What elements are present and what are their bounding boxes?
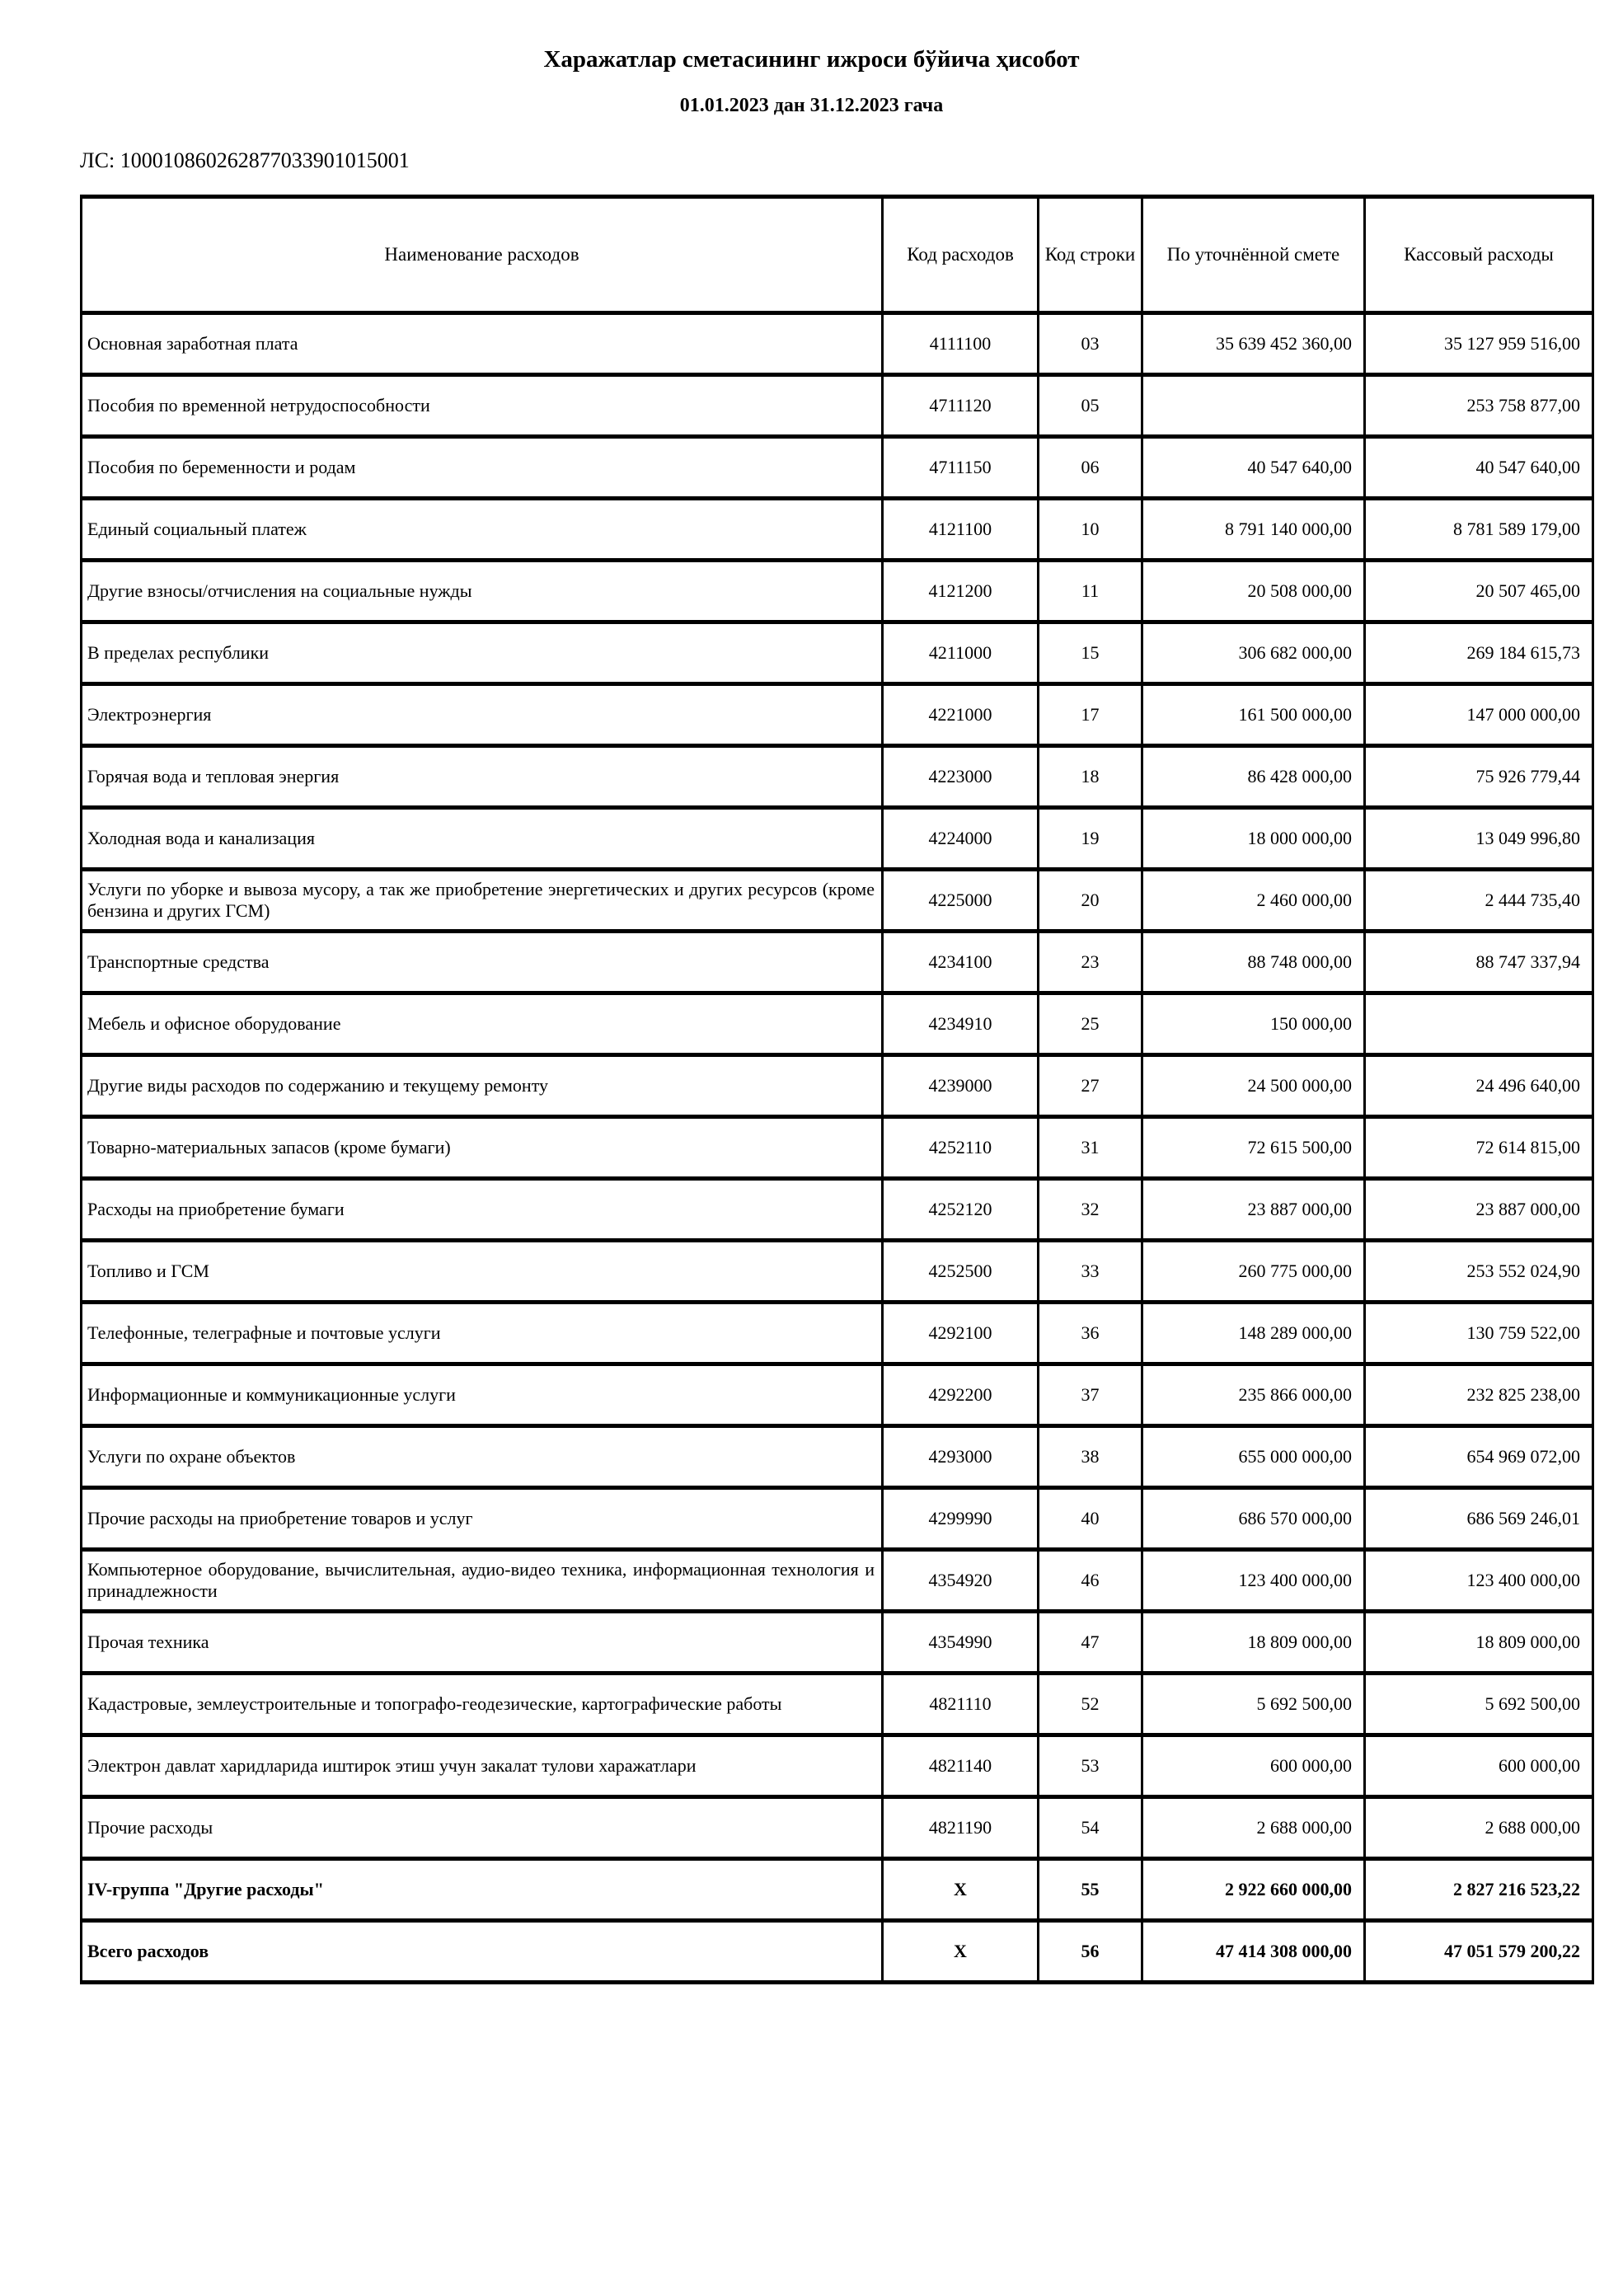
cash-amount-cell: 2 688 000,00 — [1365, 1797, 1593, 1859]
expense-name-cell: Холодная вода и канализация — [82, 808, 883, 870]
smeta-amount-cell: 40 547 640,00 — [1142, 437, 1365, 499]
report-period: 01.01.2023 дан 31.12.2023 гача — [679, 95, 944, 116]
column-header-expense-name: Наименование расходов — [82, 197, 883, 313]
line-code-cell: 47 — [1039, 1612, 1142, 1674]
expense-code-cell: 4354920 — [883, 1550, 1039, 1612]
smeta-amount-cell: 72 615 500,00 — [1142, 1117, 1365, 1179]
smeta-amount-cell: 306 682 000,00 — [1142, 622, 1365, 684]
expense-code-cell: 4239000 — [883, 1055, 1039, 1117]
smeta-amount-cell: 148 289 000,00 — [1142, 1303, 1365, 1364]
expense-name-cell: Прочая техника — [82, 1612, 883, 1674]
table-header-row — [82, 197, 1593, 313]
smeta-amount-cell: 686 570 000,00 — [1142, 1488, 1365, 1550]
expense-name-cell: Всего расходов — [82, 1921, 883, 1983]
table-row — [82, 1488, 1593, 1550]
line-code-cell: 27 — [1039, 1055, 1142, 1117]
expense-name-cell: В пределах республики — [82, 622, 883, 684]
expense-name-cell: Электроэнергия — [82, 684, 883, 746]
smeta-amount-cell: 161 500 000,00 — [1142, 684, 1365, 746]
expense-code-cell: X — [883, 1859, 1039, 1921]
table-row — [82, 932, 1593, 993]
expenses-table — [80, 195, 1594, 1984]
cash-amount-cell: 2 444 735,40 — [1365, 870, 1593, 932]
smeta-amount-cell: 5 692 500,00 — [1142, 1674, 1365, 1735]
line-code-cell: 38 — [1039, 1426, 1142, 1488]
expense-code-cell: 4292100 — [883, 1303, 1039, 1364]
table-row — [82, 1735, 1593, 1797]
cash-amount-cell: 2 827 216 523,22 — [1365, 1859, 1593, 1921]
expense-code-cell: 4293000 — [883, 1426, 1039, 1488]
expense-name-cell: Топливо и ГСМ — [82, 1241, 883, 1303]
line-code-cell: 10 — [1039, 499, 1142, 561]
line-code-cell: 18 — [1039, 746, 1142, 808]
table-row — [82, 1117, 1593, 1179]
expense-name-cell: Прочие расходы — [82, 1797, 883, 1859]
line-code-cell: 11 — [1039, 561, 1142, 622]
column-header-line-code: Код строки — [1039, 197, 1142, 313]
smeta-amount-cell: 8 791 140 000,00 — [1142, 499, 1365, 561]
cash-amount-cell: 13 049 996,80 — [1365, 808, 1593, 870]
smeta-amount-cell: 47 414 308 000,00 — [1142, 1921, 1365, 1983]
expense-name-cell: Транспортные средства — [82, 932, 883, 993]
expense-code-cell: 4354990 — [883, 1612, 1039, 1674]
table-row — [82, 1303, 1593, 1364]
column-header-smeta: По уточнённой смете — [1142, 197, 1365, 313]
expense-code-cell: 4224000 — [883, 808, 1039, 870]
expense-code-cell: 4292200 — [883, 1364, 1039, 1426]
expense-code-cell: 4223000 — [883, 746, 1039, 808]
cash-amount-cell: 18 809 000,00 — [1365, 1612, 1593, 1674]
smeta-amount-cell: 2 688 000,00 — [1142, 1797, 1365, 1859]
line-code-cell: 19 — [1039, 808, 1142, 870]
expense-code-cell: 4821190 — [883, 1797, 1039, 1859]
smeta-amount-cell — [1142, 375, 1365, 437]
table-row — [82, 499, 1593, 561]
expense-code-cell: 4111100 — [883, 313, 1039, 375]
expense-code-cell: 4234910 — [883, 993, 1039, 1055]
expense-name-cell: Электрон давлат харидларида иштирок этиш учун закалат тулови харажатлари — [82, 1735, 883, 1797]
cash-amount-cell: 130 759 522,00 — [1365, 1303, 1593, 1364]
cash-amount-cell: 232 825 238,00 — [1365, 1364, 1593, 1426]
smeta-amount-cell: 86 428 000,00 — [1142, 746, 1365, 808]
cash-amount-cell: 40 547 640,00 — [1365, 437, 1593, 499]
expense-code-cell: 4821110 — [883, 1674, 1039, 1735]
cash-amount-cell: 88 747 337,94 — [1365, 932, 1593, 993]
table-row — [82, 1921, 1593, 1983]
table-row — [82, 622, 1593, 684]
smeta-amount-cell: 2 922 660 000,00 — [1142, 1859, 1365, 1921]
smeta-amount-cell: 655 000 000,00 — [1142, 1426, 1365, 1488]
expense-code-cell: 4299990 — [883, 1488, 1039, 1550]
table-row — [82, 1674, 1593, 1735]
cash-amount-cell: 269 184 615,73 — [1365, 622, 1593, 684]
expense-name-cell: Услуги по охране объектов — [82, 1426, 883, 1488]
line-code-cell: 53 — [1039, 1735, 1142, 1797]
line-code-cell: 05 — [1039, 375, 1142, 437]
expense-code-cell: 4234100 — [883, 932, 1039, 993]
expense-name-cell: Основная заработная плата — [82, 313, 883, 375]
expense-name-cell: IV-группа "Другие расходы" — [82, 1859, 883, 1921]
smeta-amount-cell: 260 775 000,00 — [1142, 1241, 1365, 1303]
line-code-cell: 46 — [1039, 1550, 1142, 1612]
line-code-cell: 40 — [1039, 1488, 1142, 1550]
line-code-cell: 23 — [1039, 932, 1142, 993]
expense-code-cell: 4821140 — [883, 1735, 1039, 1797]
cash-amount-cell: 147 000 000,00 — [1365, 684, 1593, 746]
expense-code-cell: 4211000 — [883, 622, 1039, 684]
table-row — [82, 1055, 1593, 1117]
table-row — [82, 313, 1593, 375]
line-code-cell: 36 — [1039, 1303, 1142, 1364]
cash-amount-cell: 5 692 500,00 — [1365, 1674, 1593, 1735]
smeta-amount-cell: 600 000,00 — [1142, 1735, 1365, 1797]
cash-amount-cell: 686 569 246,01 — [1365, 1488, 1593, 1550]
cash-amount-cell: 24 496 640,00 — [1365, 1055, 1593, 1117]
line-code-cell: 17 — [1039, 684, 1142, 746]
smeta-amount-cell: 150 000,00 — [1142, 993, 1365, 1055]
cash-amount-cell — [1365, 993, 1593, 1055]
smeta-amount-cell: 2 460 000,00 — [1142, 870, 1365, 932]
line-code-cell: 31 — [1039, 1117, 1142, 1179]
table-row — [82, 808, 1593, 870]
cash-amount-cell: 253 552 024,90 — [1365, 1241, 1593, 1303]
expense-code-cell: 4252500 — [883, 1241, 1039, 1303]
table-row — [82, 746, 1593, 808]
report-title: Харажатлар сметасининг ижроси бўйича ҳисобот — [543, 46, 1080, 73]
line-code-cell: 06 — [1039, 437, 1142, 499]
expense-name-cell: Другие взносы/отчисления на социальные нужды — [82, 561, 883, 622]
table-row — [82, 561, 1593, 622]
column-header-cash: Кассовый расходы — [1365, 197, 1593, 313]
smeta-amount-cell: 88 748 000,00 — [1142, 932, 1365, 993]
cash-amount-cell: 47 051 579 200,22 — [1365, 1921, 1593, 1983]
expense-name-cell: Другие виды расходов по содержанию и текущему ремонту — [82, 1055, 883, 1117]
table-row — [82, 437, 1593, 499]
cash-amount-cell: 8 781 589 179,00 — [1365, 499, 1593, 561]
table-row — [82, 870, 1593, 932]
table-row — [82, 1364, 1593, 1426]
expense-name-cell: Расходы на приобретение бумаги — [82, 1179, 883, 1241]
expense-code-cell: 4252110 — [883, 1117, 1039, 1179]
smeta-amount-cell: 24 500 000,00 — [1142, 1055, 1365, 1117]
expense-name-cell: Компьютерное оборудование, вычислительная, аудио-видео техника, информационная технология и принадлежности — [82, 1550, 883, 1612]
table-row — [82, 993, 1593, 1055]
smeta-amount-cell: 123 400 000,00 — [1142, 1550, 1365, 1612]
expense-code-cell: 4225000 — [883, 870, 1039, 932]
table-row — [82, 1550, 1593, 1612]
table-row — [82, 1426, 1593, 1488]
expense-name-cell: Единый социальный платеж — [82, 499, 883, 561]
expense-name-cell: Пособия по беременности и родам — [82, 437, 883, 499]
expense-name-cell: Горячая вода и тепловая энергия — [82, 746, 883, 808]
table-row — [82, 1179, 1593, 1241]
table-row — [82, 1797, 1593, 1859]
cash-amount-cell: 600 000,00 — [1365, 1735, 1593, 1797]
expense-name-cell: Кадастровые, землеустроительные и топографо-геодезические, картографические работы — [82, 1674, 883, 1735]
expense-code-cell: 4252120 — [883, 1179, 1039, 1241]
table-row — [82, 1241, 1593, 1303]
line-code-cell: 32 — [1039, 1179, 1142, 1241]
smeta-amount-cell: 20 508 000,00 — [1142, 561, 1365, 622]
cash-amount-cell: 35 127 959 516,00 — [1365, 313, 1593, 375]
line-code-cell: 55 — [1039, 1859, 1142, 1921]
line-code-cell: 54 — [1039, 1797, 1142, 1859]
column-header-expense-code: Код расходов — [883, 197, 1039, 313]
line-code-cell: 25 — [1039, 993, 1142, 1055]
line-code-cell: 56 — [1039, 1921, 1142, 1983]
cash-amount-cell: 75 926 779,44 — [1365, 746, 1593, 808]
smeta-amount-cell: 18 809 000,00 — [1142, 1612, 1365, 1674]
expense-name-cell: Мебель и офисное оборудование — [82, 993, 883, 1055]
table-row — [82, 1859, 1593, 1921]
expense-code-cell: 4221000 — [883, 684, 1039, 746]
line-code-cell: 52 — [1039, 1674, 1142, 1735]
smeta-amount-cell: 235 866 000,00 — [1142, 1364, 1365, 1426]
cash-amount-cell: 654 969 072,00 — [1365, 1426, 1593, 1488]
line-code-cell: 03 — [1039, 313, 1142, 375]
cash-amount-cell: 20 507 465,00 — [1365, 561, 1593, 622]
expense-code-cell: 4711120 — [883, 375, 1039, 437]
table-row — [82, 1612, 1593, 1674]
expense-name-cell: Прочие расходы на приобретение товаров и услуг — [82, 1488, 883, 1550]
cash-amount-cell: 23 887 000,00 — [1365, 1179, 1593, 1241]
smeta-amount-cell: 18 000 000,00 — [1142, 808, 1365, 870]
expense-code-cell: 4121200 — [883, 561, 1039, 622]
cash-amount-cell: 253 758 877,00 — [1365, 375, 1593, 437]
expense-name-cell: Телефонные, телеграфные и почтовые услуги — [82, 1303, 883, 1364]
table-row — [82, 684, 1593, 746]
account-number: ЛС: 100010860262877033901015001 — [80, 148, 410, 172]
expense-code-cell: 4711150 — [883, 437, 1039, 499]
line-code-cell: 15 — [1039, 622, 1142, 684]
cash-amount-cell: 123 400 000,00 — [1365, 1550, 1593, 1612]
line-code-cell: 37 — [1039, 1364, 1142, 1426]
table-row — [82, 375, 1593, 437]
line-code-cell: 33 — [1039, 1241, 1142, 1303]
expense-name-cell: Услуги по уборке и вывоза мусору, а так же приобретение энергетических и других ресурсов (кроме бензина и других ГСМ) — [82, 870, 883, 932]
line-code-cell: 20 — [1039, 870, 1142, 932]
expense-name-cell: Информационные и коммуникационные услуги — [82, 1364, 883, 1426]
smeta-amount-cell: 23 887 000,00 — [1142, 1179, 1365, 1241]
expense-name-cell: Товарно-материальных запасов (кроме бумаги) — [82, 1117, 883, 1179]
smeta-amount-cell: 35 639 452 360,00 — [1142, 313, 1365, 375]
expense-code-cell: X — [883, 1921, 1039, 1983]
expense-code-cell: 4121100 — [883, 499, 1039, 561]
cash-amount-cell: 72 614 815,00 — [1365, 1117, 1593, 1179]
expense-name-cell: Пособия по временной нетрудоспособности — [82, 375, 883, 437]
